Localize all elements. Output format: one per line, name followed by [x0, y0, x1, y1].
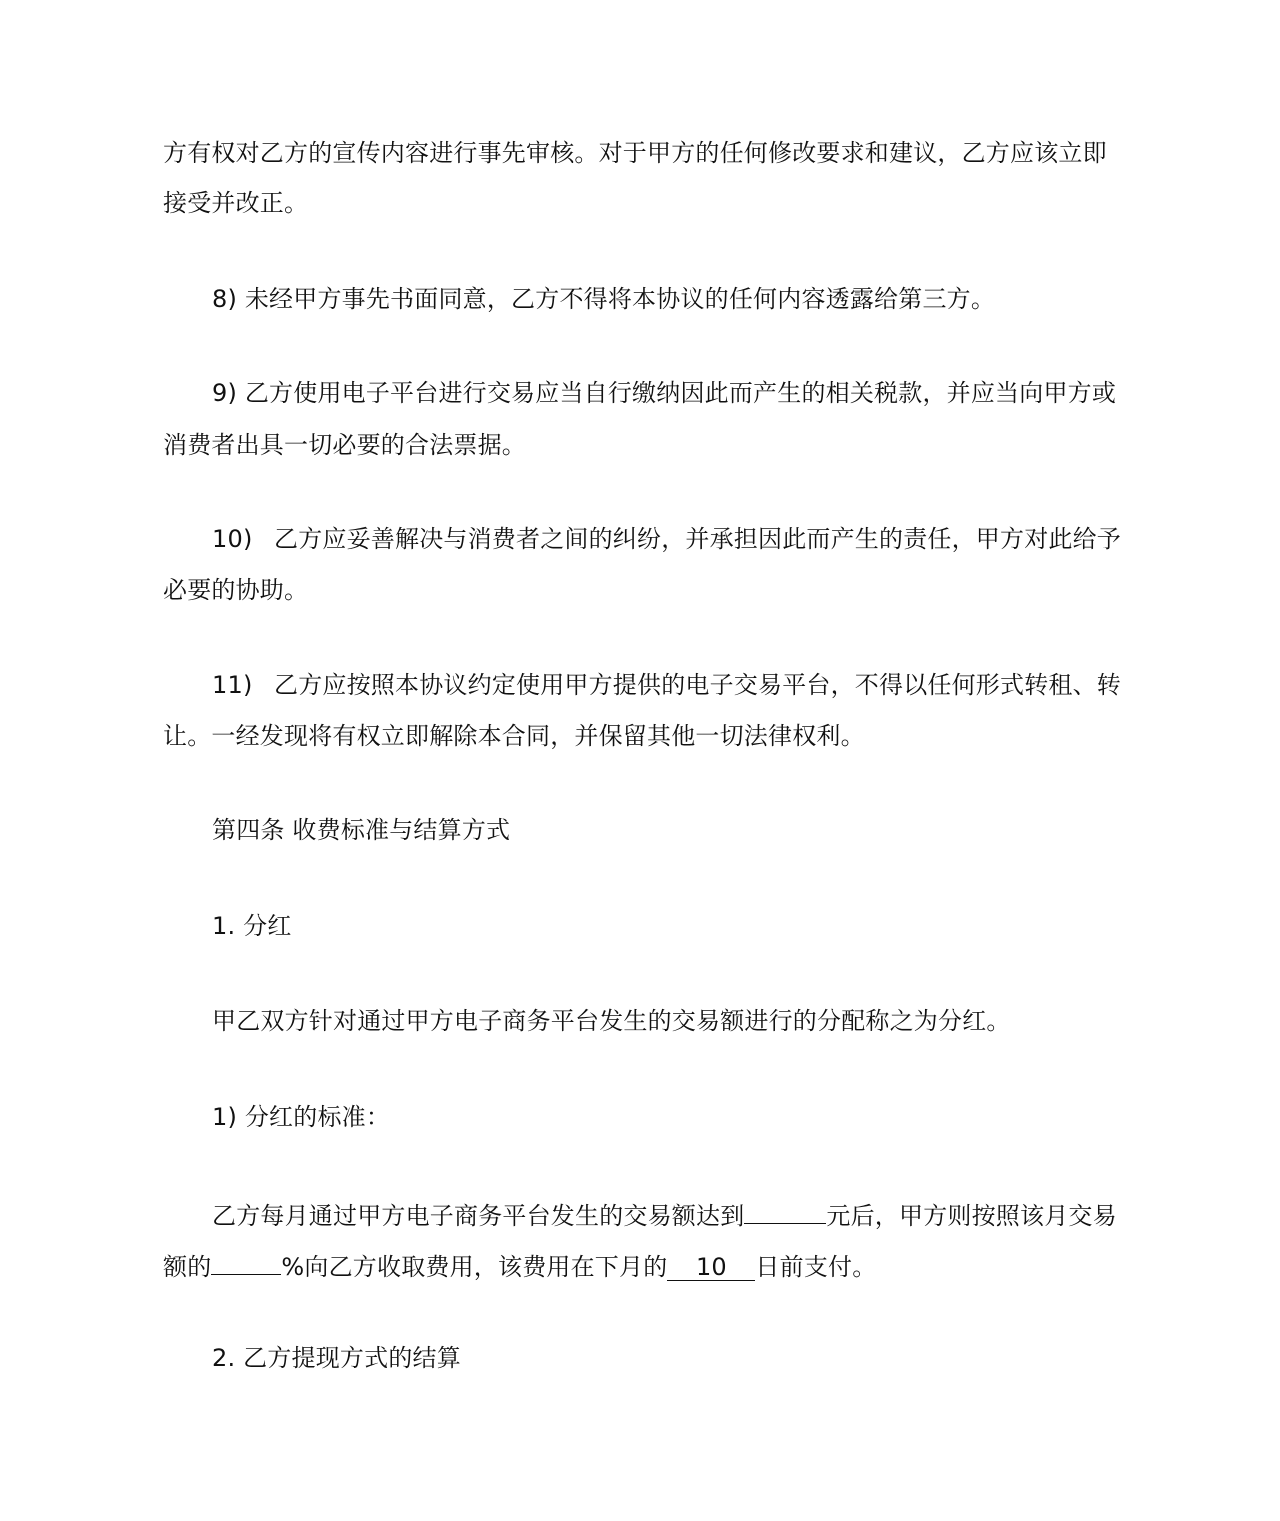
paragraph-10-text: 乙方应妥善解决与消费者之间的纠纷，并承担因此而产生的责任，甲方对此给予 — [274, 525, 1121, 553]
standard-line-2-text-c: 日前支付。 — [755, 1253, 877, 1281]
standard-line-1-text-b: 元后，甲方则按照该月交易 — [826, 1202, 1117, 1230]
paragraph-7-tail-line-1: 方有权对乙方的宣传内容进行事先审核。对于甲方的任何修改要求和建议，乙方应该立即 — [163, 139, 1107, 167]
standard-line-2-text-b: %向乙方收取费用，该费用在下月的 — [281, 1253, 668, 1281]
standard-line-1 — [212, 1197, 1117, 1231]
article-4-title: 第四条 收费标准与结算方式 — [212, 816, 511, 844]
section-1-1-title: 1) 分红的标准： — [212, 1103, 391, 1131]
paragraph-10-line-2: 必要的协助。 — [163, 576, 309, 604]
paragraph-11-number: 11) — [212, 671, 253, 699]
paragraph-9-line-2: 消费者出具一切必要的合法票据。 — [163, 431, 526, 459]
section-1-description: 甲乙双方针对通过甲方电子商务平台发生的交易额进行的分配称之为分红。 — [212, 1007, 1011, 1035]
standard-line-2 — [163, 1248, 876, 1282]
standard-line-1-text-a: 乙方每月通过甲方电子商务平台发生的交易额达到 — [212, 1202, 745, 1230]
paragraph-7-tail-line-2: 接受并改正。 — [163, 189, 309, 217]
paragraph-11-line-2: 让。一经发现将有权立即解除本合同，并保留其他一切法律权利。 — [163, 722, 865, 750]
paragraph-11-line-1 — [212, 670, 1121, 700]
percent-blank — [211, 1248, 281, 1275]
paragraph-10-number: 10) — [212, 525, 253, 553]
standard-line-2-text-a: 额的 — [163, 1253, 212, 1281]
amount-blank — [744, 1197, 826, 1224]
day-blank: 10 — [667, 1254, 755, 1281]
section-1-title: 1. 分红 — [212, 912, 292, 940]
paragraph-9-line-1: 9) 乙方使用电子平台进行交易应当自行缴纳因此而产生的相关税款，并应当向甲方或 — [212, 379, 1117, 407]
paragraph-11-text: 乙方应按照本协议约定使用甲方提供的电子交易平台，不得以任何形式转租、转 — [274, 671, 1121, 699]
paragraph-10-line-1 — [212, 524, 1121, 554]
section-2-title: 2. 乙方提现方式的结算 — [212, 1344, 461, 1372]
paragraph-8: 8) 未经甲方事先书面同意，乙方不得将本协议的任何内容透露给第三方。 — [212, 285, 996, 313]
